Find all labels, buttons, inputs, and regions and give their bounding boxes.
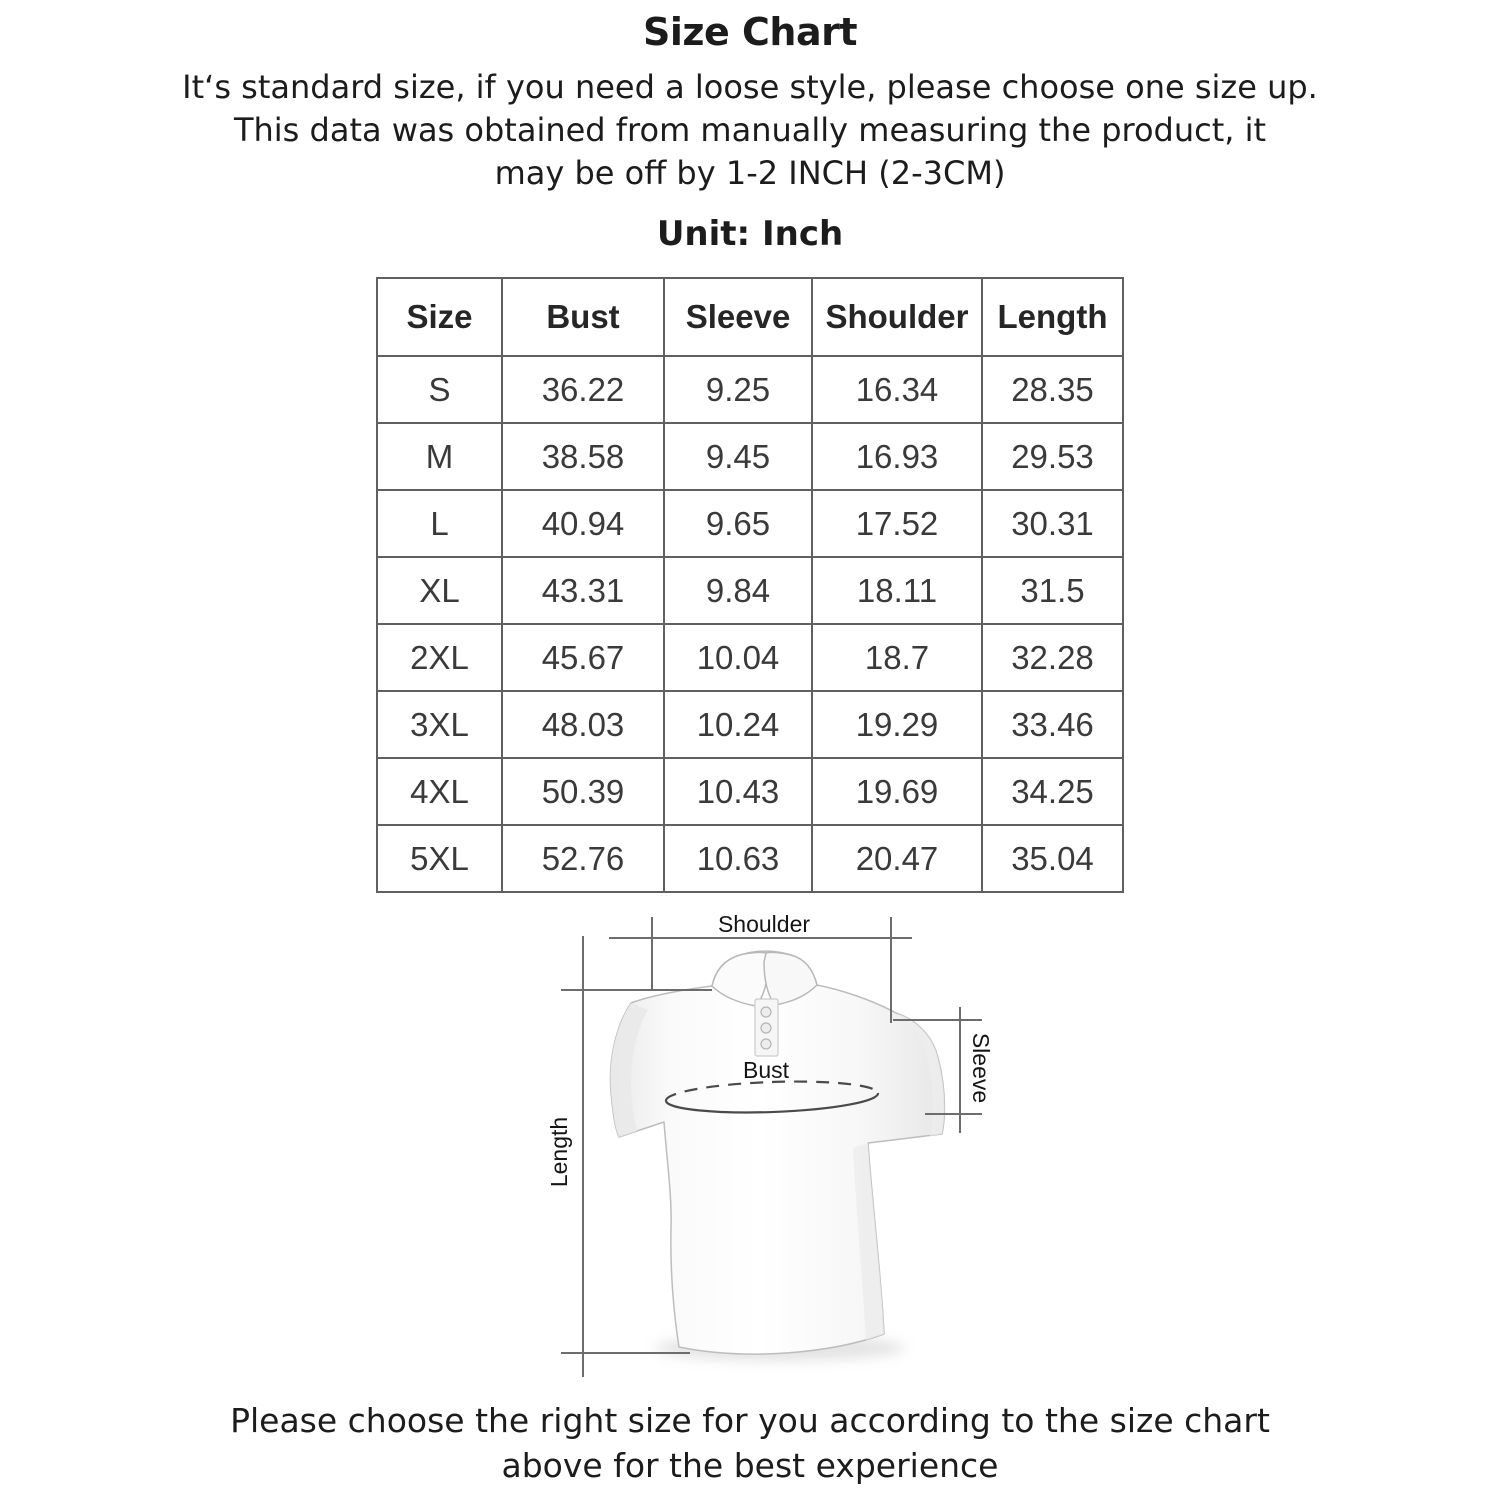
measurement-cell: 16.93 (812, 423, 982, 490)
size-cell: 2XL (377, 624, 502, 691)
size-cell: 4XL (377, 758, 502, 825)
shoulder-label: Shoulder (717, 911, 811, 937)
measurement-cell: 32.28 (982, 624, 1123, 691)
polo-shirt-illustration (610, 951, 944, 1354)
measurement-cell: 40.94 (502, 490, 664, 557)
table-row (377, 624, 1123, 691)
description-line: may be off by 1-2 INCH (2-3CM) (494, 154, 1006, 192)
measurement-cell: 29.53 (982, 423, 1123, 490)
footer-line: Please choose the right size for you according to the size chart (230, 1401, 1270, 1440)
size-cell: 5XL (377, 825, 502, 892)
table-row (377, 356, 1123, 423)
table-row (377, 758, 1123, 825)
footer-note (0, 1398, 1500, 1488)
measurement-cell: 31.5 (982, 557, 1123, 624)
size-table-header-row (377, 278, 1123, 356)
size-note (0, 66, 1500, 195)
measurement-cell: 28.35 (982, 356, 1123, 423)
column-header: Sleeve (664, 278, 812, 356)
measurement-cell: 48.03 (502, 691, 664, 758)
table-row (377, 557, 1123, 624)
measurement-cell: 30.31 (982, 490, 1123, 557)
column-header: Shoulder (812, 278, 982, 356)
measurement-cell: 10.24 (664, 691, 812, 758)
unit-label: Unit: Inch (656, 214, 844, 254)
measurement-cell: 20.47 (812, 825, 982, 892)
size-cell: M (377, 423, 502, 490)
description-line: This data was obtained from manually measuring the product, it (233, 111, 1267, 149)
size-cell: L (377, 490, 502, 557)
measurement-cell: 19.69 (812, 758, 982, 825)
measurement-cell: 36.22 (502, 356, 664, 423)
measurement-cell: 33.46 (982, 691, 1123, 758)
measurement-cell: 19.29 (812, 691, 982, 758)
measurement-cell: 9.45 (664, 423, 812, 490)
size-cell: S (377, 356, 502, 423)
column-header: Size (377, 278, 502, 356)
measurement-cell: 9.25 (664, 356, 812, 423)
table-row (377, 691, 1123, 758)
measurement-cell: 52.76 (502, 825, 664, 892)
measurement-cell: 10.04 (664, 624, 812, 691)
measurement-cell: 38.58 (502, 423, 664, 490)
table-row (377, 490, 1123, 557)
measurement-cell: 18.11 (812, 557, 982, 624)
measurement-cell: 9.65 (664, 490, 812, 557)
length-label: Length (546, 1116, 572, 1188)
page-title: Size Chart (642, 10, 857, 54)
measurement-cell: 9.84 (664, 557, 812, 624)
measurement-cell: 45.67 (502, 624, 664, 691)
measurement-cell: 16.34 (812, 356, 982, 423)
measurement-cell: 34.25 (982, 758, 1123, 825)
bust-label: Bust (742, 1057, 790, 1083)
shirt-measurement-diagram (520, 896, 1020, 1388)
size-table (376, 277, 1124, 893)
size-cell: XL (377, 557, 502, 624)
column-header: Length (982, 278, 1123, 356)
footer-line: above for the best experience (501, 1446, 999, 1485)
measurement-cell: 10.43 (664, 758, 812, 825)
measurement-cell: 17.52 (812, 490, 982, 557)
table-row (377, 423, 1123, 490)
size-cell: 3XL (377, 691, 502, 758)
description-line: It‘s standard size, if you need a loose style, please choose one size up. (182, 68, 1318, 106)
measurement-cell: 43.31 (502, 557, 664, 624)
measurement-cell: 18.7 (812, 624, 982, 691)
size-table-body (377, 356, 1123, 892)
measurement-cell: 50.39 (502, 758, 664, 825)
column-header: Bust (502, 278, 664, 356)
table-row (377, 825, 1123, 892)
measurement-cell: 10.63 (664, 825, 812, 892)
measurement-cell: 35.04 (982, 825, 1123, 892)
sleeve-label: Sleeve (968, 1032, 994, 1104)
